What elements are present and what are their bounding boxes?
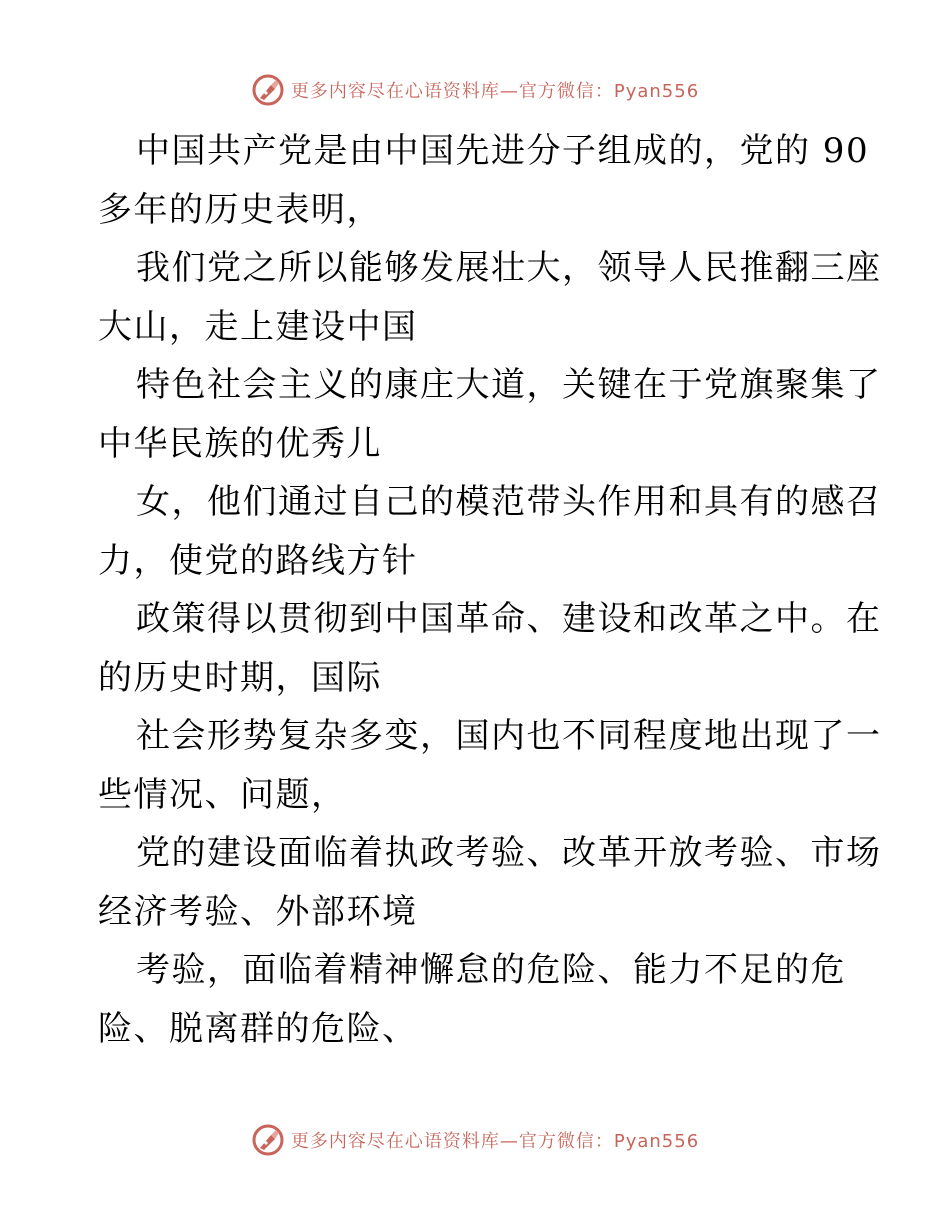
header-watermark — [0, 70, 950, 110]
text-line: 险、脱离群的危险、 — [98, 1008, 418, 1049]
text-line: 社会形势复杂多变，国内也不同程度地出现了一 — [136, 716, 882, 756]
pen-nib-logo-icon — [251, 73, 285, 107]
text-line: 中华民族的优秀儿 — [98, 423, 382, 464]
text-line: 中国共产党是由中国先进分子组成的，党的 90 — [136, 131, 870, 171]
text-line: 大山，走上建设中国 — [98, 306, 418, 347]
footer-watermark — [0, 1120, 950, 1160]
watermark-text: 更多内容尽在心语资料库—官方微信：Pyan556 — [290, 1131, 700, 1152]
text-line: 的历史时期，国际 — [98, 657, 382, 698]
text-line: 我们党之所以能够发展壮大，领导人民推翻三座 — [136, 248, 882, 288]
text-line: 多年的历史表明， — [98, 189, 382, 230]
text-line: 党的建设面临着执政考验、改革开放考验、市场 — [136, 833, 882, 873]
pen-nib-logo-icon — [251, 1123, 285, 1157]
text-line: 特色社会主义的康庄大道，关键在于党旗聚集了 — [136, 365, 882, 405]
document-body — [98, 122, 882, 1058]
text-line: 些情况、问题， — [98, 774, 347, 815]
text-line: 考验，面临着精神懈怠的危险、能力不足的危 — [136, 950, 846, 990]
watermark-text: 更多内容尽在心语资料库—官方微信：Pyan556 — [290, 81, 700, 102]
text-line: 力，使党的路线方针 — [98, 540, 418, 581]
text-line: 政策得以贯彻到中国革命、建设和改革之中。在 — [136, 599, 882, 639]
text-line: 经济考验、外部环境 — [98, 891, 418, 932]
text-line: 女，他们通过自己的模范带头作用和具有的感召 — [136, 482, 882, 522]
